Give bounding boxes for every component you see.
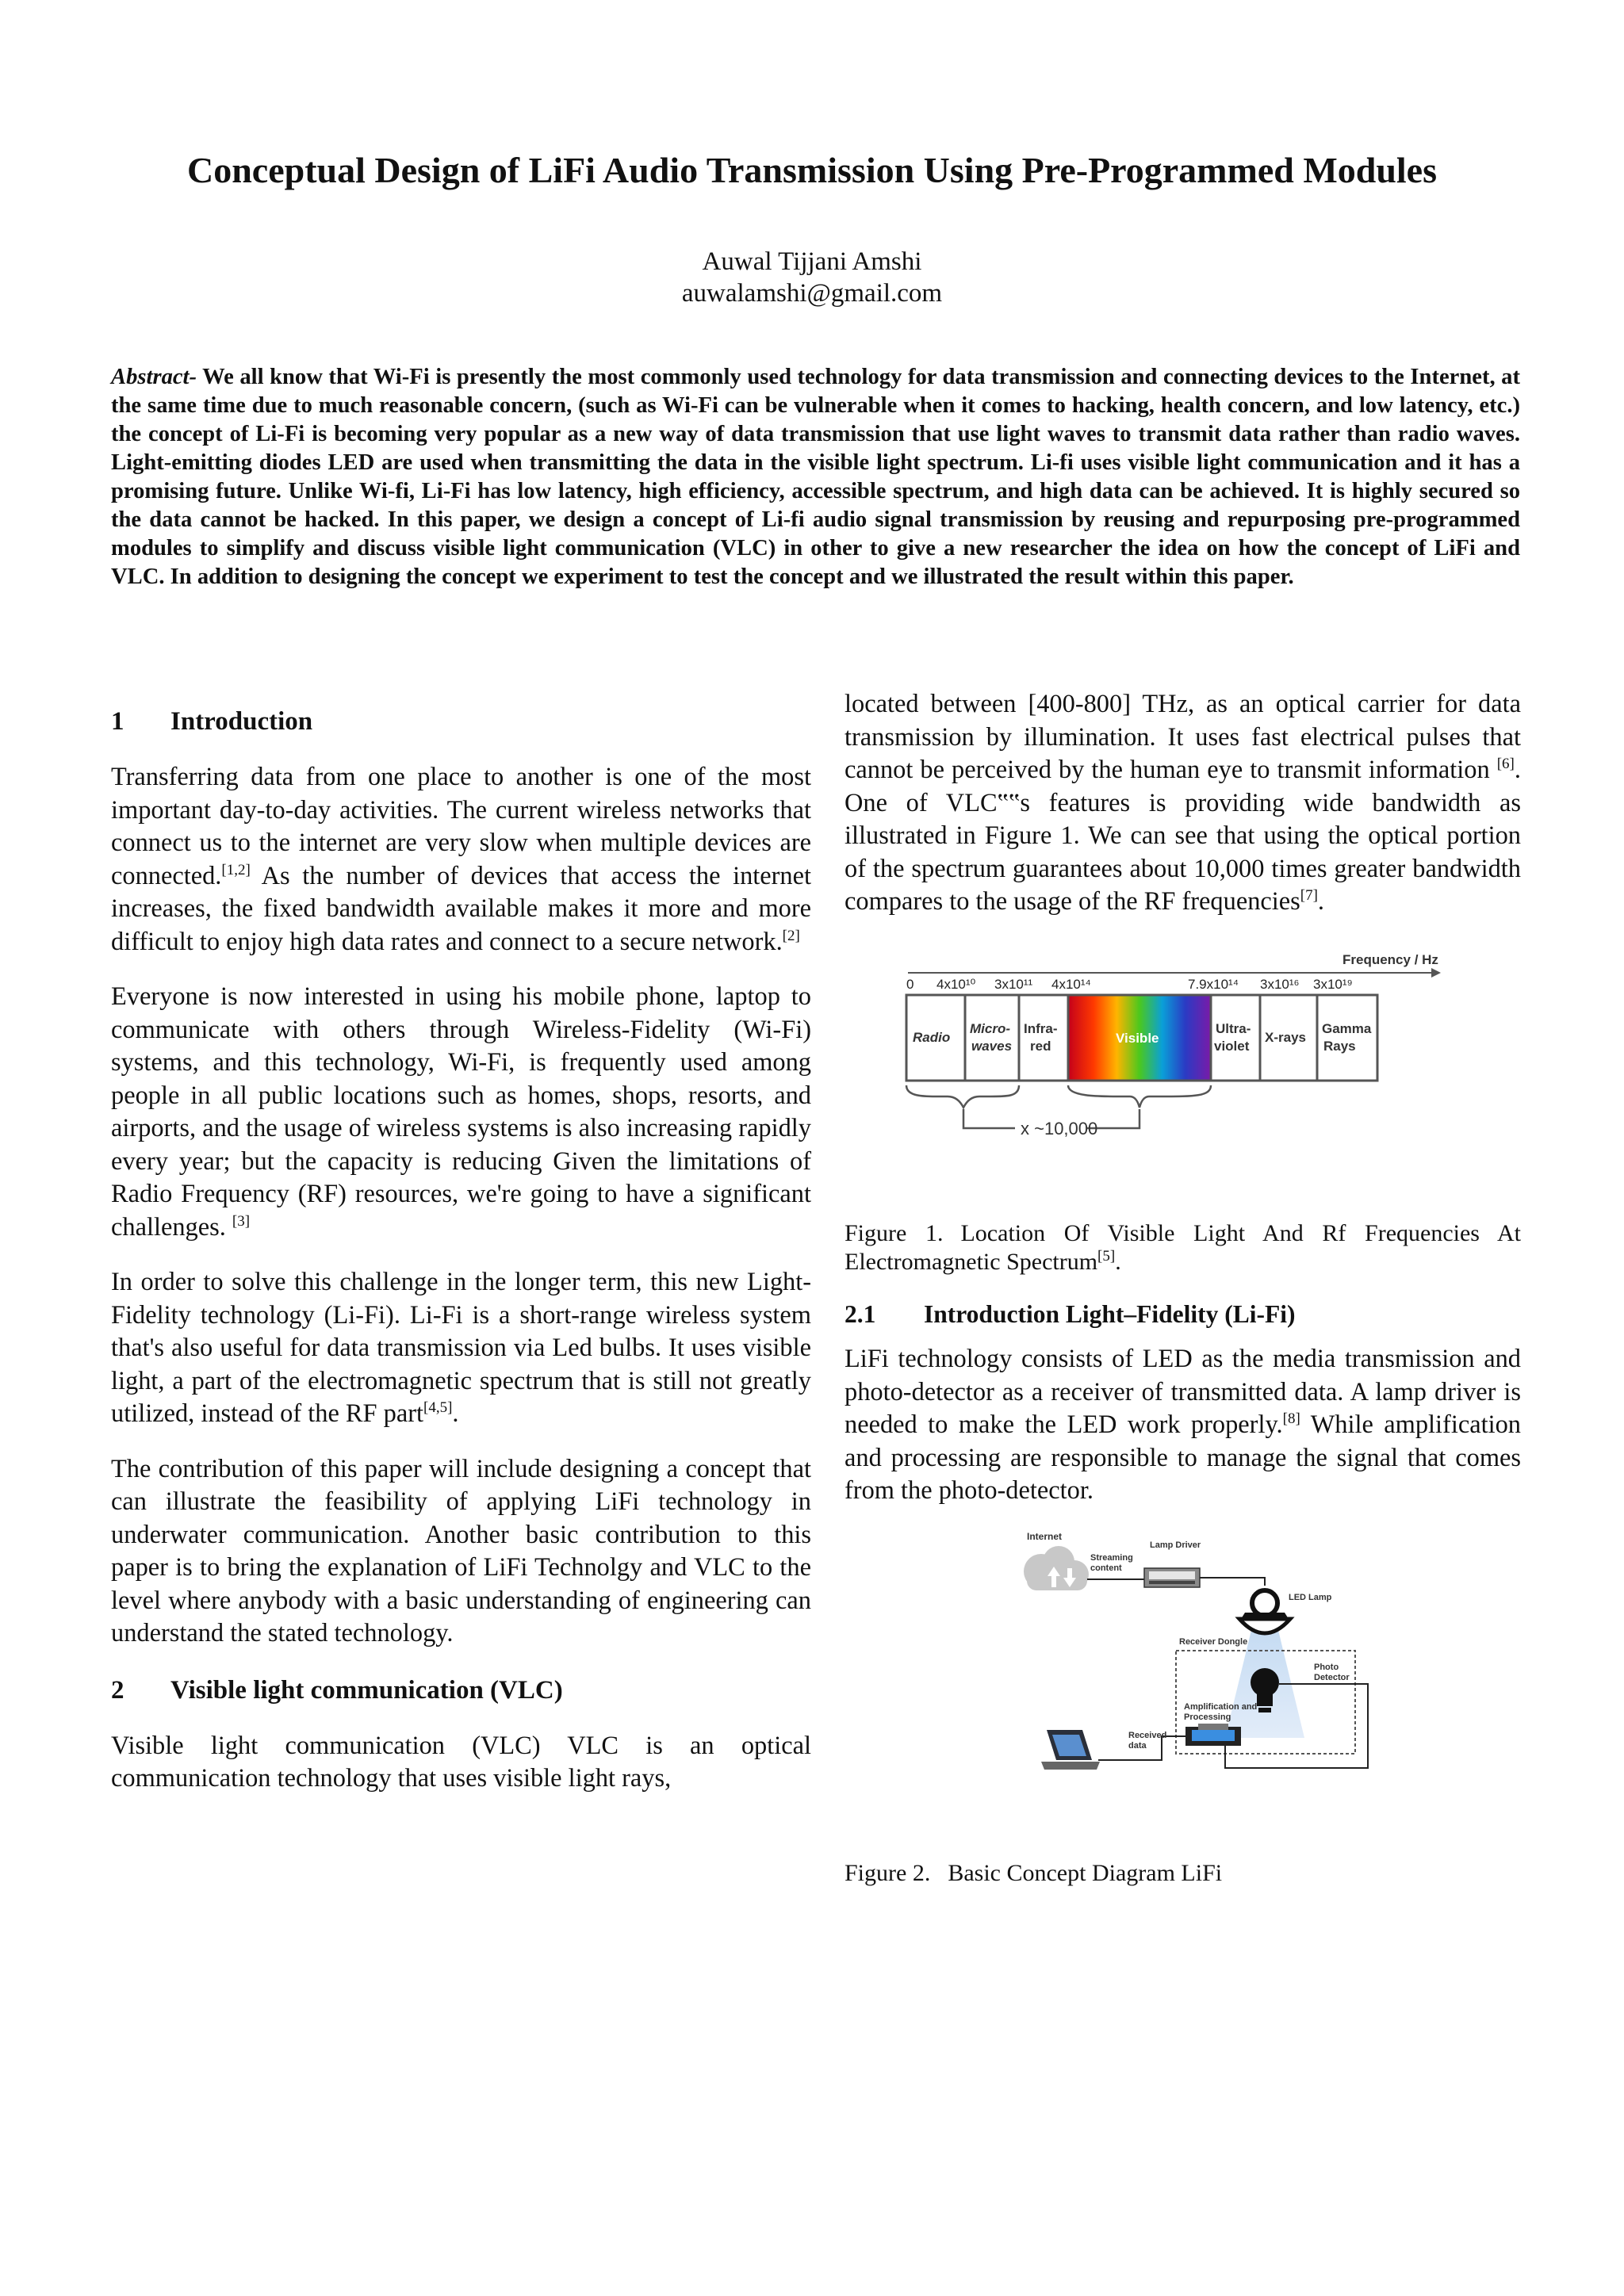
abstract-text: We all know that Wi-Fi is presently the most commonly used technology for data transmission and connecting devices to the Internet, at the same time due to much reasonable concern, (such as Wi-Fi can be vulnerable when it comes to hacking, health concern, and low latency, etc.) the concept of Li-Fi is becoming very popular as a new way of data transmission that use light waves to transmit data rather than radio waves. Light-emitting diodes LED are used when transmitting the data in the visible light spectrum. Li-fi uses visible light communication and it has a promising future. Unlike Wi-fi, Li-Fi has low latency, high efficiency, accessible spectrum, and high data can be achieved. It is highly secured so the data cannot be hacked. In this paper, we design a concept of Li-fi audio signal transmission by reusing and repurposing pre-programmed modules to simplify and discuss visible light communication (VLC) in other to give a new researcher the idea on how the concept of LiFi and VLC. In addition to designing the concept we experiment to test the concept and we illustrated the result within this paper. — [111, 365, 1520, 589]
lamp-driver-icon — [1144, 1568, 1200, 1587]
label-led-lamp: LED Lamp — [1289, 1592, 1332, 1602]
section-number: 2.1 — [845, 1300, 876, 1328]
label-internet: Internet — [1027, 1530, 1063, 1542]
section-2-1-heading — [845, 1299, 1521, 1330]
figure-2-caption: Figure 2. Basic Concept Diagram LiFi — [845, 1860, 1223, 1886]
tick-label: 3x10¹¹ — [994, 976, 1033, 992]
tick-label: 4x10¹⁴ — [1051, 976, 1091, 992]
figure-1-caption: Figure 1. Location Of Visible Light And Rf Frequencies At Electromagnetic Spectrum[5]. — [845, 1220, 1521, 1275]
band-label: Rays — [1323, 1038, 1356, 1054]
section-number: 1 — [111, 707, 124, 736]
citation: [4,5] — [423, 1399, 453, 1417]
label-streaming: Streaming — [1090, 1552, 1133, 1563]
led-lamp-icon — [1239, 1590, 1290, 1633]
band-gamma — [1317, 995, 1377, 1081]
band-infrared — [1019, 995, 1068, 1081]
band-label: Radio — [913, 1029, 951, 1045]
band-label: X-rays — [1265, 1029, 1306, 1045]
label-received-data: Received — [1128, 1730, 1167, 1740]
author-name: Auwal Tijjani Amshi — [702, 247, 922, 276]
paragraph: Everyone is now interested in using his mobile phone, laptop to communicate with others through Wireless-Fidelity (Wi-Fi) systems, and this technology, Wi-Fi, is frequently used among people in all public locations such as homes, shops, resorts, and airports, and the usage of wireless systems is also increasing rapidly every year; but the capacity is reducing Given the limitations of Radio Frequency (RF) resources, we're going to have a significant challenges. [3] — [111, 982, 811, 1242]
author-block — [0, 246, 1624, 309]
connector-line — [1200, 1578, 1265, 1586]
section-2-heading — [111, 1673, 811, 1708]
paragraph: LiFi technology consists of LED as the media transmission and photo-detector as a receiver of transmitted data. A lamp driver is needed to make the LED work properly.[8] While amplification and processing are responsible to manage the signal that comes from the photo-detector. — [845, 1345, 1521, 1505]
section-number: 2 — [111, 1675, 124, 1705]
label-photo-detector: Photo — [1314, 1662, 1339, 1672]
band-microwaves — [965, 995, 1019, 1081]
figure-2 — [845, 1530, 1521, 1888]
citation: [5] — [1097, 1248, 1116, 1265]
band-ultraviolet — [1211, 995, 1260, 1081]
label-received-data: data — [1128, 1740, 1147, 1751]
paper-title: Conceptual Design of LiFi Audio Transmission Using Pre-Programmed Modules — [186, 150, 1438, 190]
abstract — [111, 363, 1520, 591]
ratio-label: x ~10,000 — [1021, 1118, 1098, 1138]
axis-arrow — [1431, 968, 1441, 978]
ratio-connector — [963, 1109, 1015, 1128]
figure-1 — [845, 941, 1521, 1277]
section-title: Introduction — [170, 707, 313, 736]
citation: [7] — [1300, 887, 1318, 905]
label-receiver-dongle: Receiver Dongle — [1179, 1636, 1248, 1647]
citation: [8] — [1282, 1410, 1300, 1428]
tick-label: 0 — [906, 976, 914, 992]
band-label: waves — [971, 1038, 1013, 1054]
citation: [6] — [1496, 756, 1515, 773]
band-label: Ultra- — [1216, 1020, 1251, 1036]
paragraph: The contribution of this paper will include designing a concept that can illustrate the feasibility of applying LiFi technology in underwater communication. Another basic contribution to this paper is to bring the explanation of LiFi Technolgy and VLC to the level where anybody with a basic understanding of engineering can understand the stated technology. — [111, 1454, 811, 1647]
tick-label: 3x10¹⁹ — [1313, 976, 1353, 992]
band-label: violet — [1214, 1038, 1250, 1054]
amplifier-icon — [1185, 1724, 1241, 1746]
paragraph: located between [400-800] THz, as an optical carrier for data transmission by illumination. It uses fast electrical pulses that cannot be perceived by the human eye to transmit information [6]. One of VLC‟‟s features is providing wide bandwidth as illustrated in Figure 1. We can see that using the optical portion of the spectrum guarantees about 10,000 times greater bandwidth compares to the usage of the RF frequencies[7]. — [845, 690, 1521, 916]
lifi-concept-diagram — [845, 1530, 1521, 1831]
abstract-label: Abstract- — [111, 365, 197, 389]
section-title: Visible light communication (VLC) — [170, 1675, 563, 1705]
tick-label: 3x10¹⁶ — [1260, 976, 1300, 992]
citation: [3] — [232, 1212, 251, 1230]
paragraph: Transferring data from one place to another is one of the most important day-to-day activities. The current wireless networks that connect us to the internet are very slow when multiple devices are connected.[1,2] As the number of devices that access the internet increases, the fixed bandwidth available makes it more and more difficult to enjoy high data rates and connect to a secure network.[2] — [111, 763, 811, 956]
spectrum-diagram — [845, 941, 1521, 1179]
tick-label: 7.9x10¹⁴ — [1188, 976, 1239, 992]
label-lamp-driver: Lamp Driver — [1150, 1540, 1201, 1550]
left-column — [111, 690, 811, 1818]
label-streaming: content — [1090, 1563, 1122, 1573]
citation: [2] — [782, 927, 800, 944]
tick-label: 4x10¹⁰ — [936, 976, 976, 992]
band-label: Infra- — [1024, 1020, 1058, 1036]
axis-label: Frequency / Hz — [1342, 951, 1438, 967]
visible-brace — [1068, 1085, 1211, 1108]
section-1-heading — [111, 704, 811, 739]
band-label: Micro- — [970, 1020, 1010, 1036]
paragraph: Visible light communication (VLC) VLC is an optical communication technology that uses visible light rays, — [111, 1731, 811, 1793]
right-column — [845, 688, 1521, 1910]
label-amplification: Amplification and — [1184, 1701, 1258, 1712]
rf-brace — [906, 1085, 1019, 1108]
band-label: Gamma — [1322, 1020, 1372, 1036]
author-email: auwalamshi@gmail.com — [681, 279, 943, 308]
citation: [1,2] — [221, 861, 251, 878]
paragraph: In order to solve this challenge in the longer term, this new Light-Fidelity technology (Li-Fi). Li-Fi is a short-range wireless system that's also useful for data transmission via Led bulbs. It uses visible light, a part of the electromagnetic spectrum that is still not greatly utilized, instead of the RF part[4,5]. — [111, 1268, 811, 1428]
band-label: Visible — [1116, 1030, 1159, 1046]
label-amplification: Processing — [1184, 1712, 1231, 1722]
cloud-icon — [1024, 1546, 1089, 1590]
laptop-icon — [1041, 1730, 1100, 1770]
band-label: red — [1030, 1038, 1051, 1054]
section-title: Introduction Light–Fidelity (Li-Fi) — [924, 1300, 1296, 1328]
label-photo-detector: Detector — [1314, 1672, 1350, 1682]
